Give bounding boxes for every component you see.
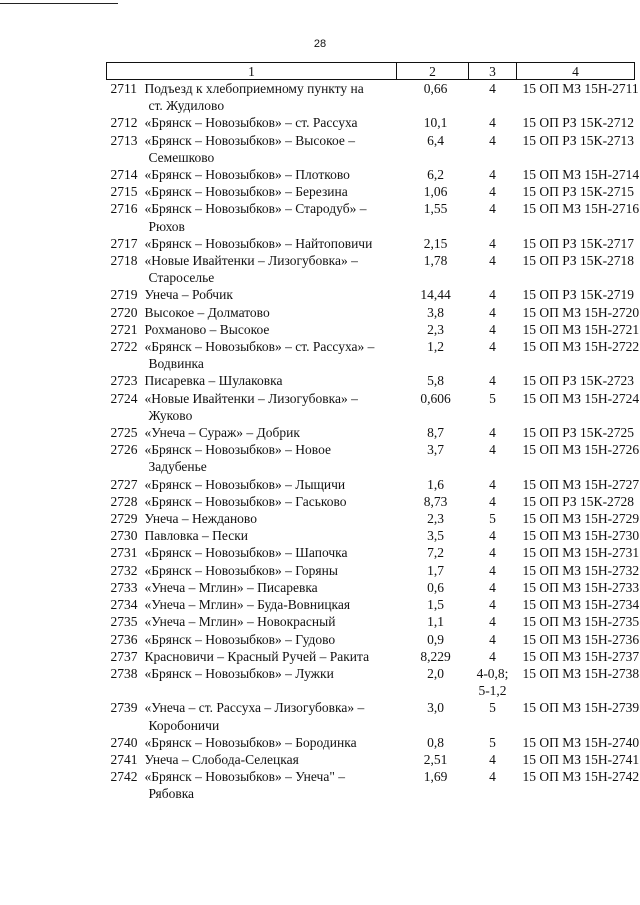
col-header-4: 4 [517, 63, 635, 80]
road-length: 5,8 [427, 373, 444, 389]
road-id-code: 15 ОП РЗ 15К-2712 [522, 115, 635, 131]
road-name-cell [107, 596, 397, 613]
road-name-line: Высокое – Долматово [144, 304, 270, 320]
road-category-cell [469, 631, 517, 648]
road-length: 2,3 [427, 511, 444, 527]
road-id-code: 15 ОП РЗ 15К-2719 [522, 287, 635, 303]
table-row [107, 527, 635, 544]
table-row [107, 699, 635, 733]
road-number: 2731 [110, 545, 138, 561]
road-category: 4 [489, 631, 496, 647]
road-name-cell [107, 390, 397, 424]
road-category-cell [469, 183, 517, 200]
road-name-line: Рябовка [148, 786, 195, 802]
table-row [107, 114, 635, 131]
road-number: 2738 [110, 665, 138, 681]
road-name-line: «Унеча – Мглин» – Новокрасный [144, 614, 336, 630]
road-category: 4 [489, 132, 496, 148]
road-name-line: «Новые Ивайтенки – Лизогубовка» – [144, 253, 358, 269]
table-row [107, 424, 635, 441]
road-name-line: Унеча – Слобода-Селецкая [144, 751, 299, 767]
road-name-line: «Брянск – Новозыбков» – Высокое – [144, 132, 356, 148]
table-row [107, 200, 635, 234]
road-id-code: 15 ОП МЗ 15Н-2721 [522, 321, 640, 337]
road-length: 1,1 [427, 614, 444, 630]
road-category: 5-1,2 [478, 683, 507, 699]
road-length: 1,5 [427, 597, 444, 613]
road-category: 4 [489, 751, 496, 767]
road-name-line: «Брянск – Новозыбков» – Гаськово [144, 493, 347, 509]
table-row [107, 441, 635, 475]
road-name-line: «Брянск – Новозыбков» – Гудово [144, 631, 336, 647]
road-name-cell [107, 424, 397, 441]
table-row [107, 252, 635, 286]
road-category-cell [469, 252, 517, 286]
road-length: 14,44 [420, 287, 451, 303]
road-id-code: 15 ОП МЗ 15Н-2741 [522, 751, 640, 767]
road-number: 2729 [110, 511, 138, 527]
road-length: 3,7 [427, 442, 444, 458]
header-rule [0, 3, 118, 4]
road-category: 5 [489, 734, 496, 750]
road-number: 2728 [110, 493, 138, 509]
road-name-line: Унеча – Робчик [144, 287, 233, 303]
road-length: 1,78 [423, 253, 448, 269]
road-category: 4 [489, 373, 496, 389]
road-name-cell [107, 304, 397, 321]
road-name-line: «Брянск – Новозыбков» – Шапочка [144, 545, 348, 561]
road-category-cell [469, 493, 517, 510]
road-id-code: 15 ОП МЗ 15Н-2737 [522, 648, 640, 664]
road-number: 2718 [110, 253, 138, 269]
road-length: 0,606 [420, 390, 451, 406]
road-name-line: «Брянск – Новозыбков» – Стародуб» – [144, 201, 367, 217]
col-header-1: 1 [107, 63, 397, 80]
table-row [107, 631, 635, 648]
table-header [107, 63, 635, 80]
road-name-line: «Брянск – Новозыбков» – ст. Рассуха [144, 115, 358, 131]
road-name-cell [107, 132, 397, 166]
road-id-code: 15 ОП РЗ 15К-2725 [522, 425, 635, 441]
road-id-code: 15 ОП МЗ 15Н-2734 [522, 597, 640, 613]
road-id-code: 15 ОП МЗ 15Н-2714 [522, 167, 640, 183]
table-row [107, 321, 635, 338]
road-category: 4 [489, 115, 496, 131]
road-id-code: 15 ОП МЗ 15Н-2711 [522, 81, 639, 96]
road-id-code: 15 ОП МЗ 15Н-2724 [522, 390, 640, 406]
road-name-cell [107, 579, 397, 596]
road-length: 2,0 [427, 665, 444, 681]
road-number: 2727 [110, 476, 138, 492]
road-name-line: «Брянск – Новозыбков» – Лыщичи [144, 476, 346, 492]
road-number: 2719 [110, 287, 138, 303]
road-category: 4 [489, 287, 496, 303]
road-number: 2730 [110, 528, 138, 544]
road-name-cell [107, 80, 397, 115]
table-row [107, 132, 635, 166]
road-name-cell [107, 768, 397, 802]
road-length: 0,66 [423, 81, 448, 96]
road-length: 1,55 [423, 201, 448, 217]
road-number: 2742 [110, 769, 138, 785]
road-category: 4 [489, 545, 496, 561]
road-length: 7,2 [427, 545, 444, 561]
road-name-line: Водвинка [148, 356, 204, 372]
road-name-cell [107, 544, 397, 561]
road-number: 2735 [110, 614, 138, 630]
road-category-cell [469, 579, 517, 596]
road-name-cell [107, 183, 397, 200]
road-id-code: 15 ОП МЗ 15Н-2716 [522, 201, 640, 217]
road-category-cell [469, 648, 517, 665]
road-category-cell [469, 80, 517, 115]
table-row [107, 80, 635, 115]
road-name-cell [107, 166, 397, 183]
road-category-cell [469, 390, 517, 424]
road-name-cell [107, 200, 397, 234]
road-category: 4 [489, 201, 496, 217]
road-name-line: «Брянск – Новозыбков» – Плотково [144, 167, 350, 183]
table-row [107, 476, 635, 493]
table-row [107, 510, 635, 527]
road-name-cell [107, 648, 397, 665]
road-length: 1,69 [423, 769, 448, 785]
road-category: 4 [489, 493, 496, 509]
road-category-cell [469, 768, 517, 802]
road-id-code: 15 ОП МЗ 15Н-2736 [522, 631, 640, 647]
road-id-code: 15 ОП РЗ 15К-2718 [522, 253, 635, 269]
road-category-cell [469, 562, 517, 579]
table-row [107, 596, 635, 613]
road-id-code: 15 ОП МЗ 15Н-2722 [522, 339, 640, 355]
road-name-line: Красновичи – Красный Ручей – Ракита [144, 648, 370, 664]
road-category-cell [469, 132, 517, 166]
table-row [107, 648, 635, 665]
road-name-cell [107, 751, 397, 768]
road-id-code: 15 ОП РЗ 15К-2715 [522, 184, 635, 200]
road-name-line: Коробоничи [148, 717, 220, 733]
road-name-cell [107, 235, 397, 252]
road-number: 2721 [110, 321, 138, 337]
road-category-cell [469, 372, 517, 389]
table-row [107, 562, 635, 579]
road-category-cell [469, 665, 517, 699]
road-id-code: 15 ОП МЗ 15Н-2735 [522, 614, 640, 630]
road-number: 2712 [110, 115, 138, 131]
header-row [107, 63, 635, 80]
road-length: 10,1 [423, 115, 448, 131]
road-category: 4 [489, 614, 496, 630]
road-category-cell [469, 476, 517, 493]
page-number: 28 [313, 38, 327, 50]
road-id-code: 15 ОП МЗ 15Н-2731 [522, 545, 640, 561]
road-category-cell [469, 235, 517, 252]
road-name-line: «Унеча – Мглин» – Писаревка [144, 579, 318, 595]
road-number: 2724 [110, 390, 138, 406]
road-length: 3,0 [427, 700, 444, 716]
road-name-line: Павловка – Пески [144, 528, 248, 544]
road-category-cell [469, 338, 517, 372]
road-category-cell [469, 613, 517, 630]
road-length: 3,8 [427, 304, 444, 320]
table-row [107, 768, 635, 802]
road-name-cell [107, 338, 397, 372]
road-name-line: Писаревка – Шулаковка [144, 373, 283, 389]
road-number: 2737 [110, 648, 138, 664]
road-length: 0,6 [427, 579, 444, 595]
road-name-line: «Брянск – Новозыбков» – Бородинка [144, 734, 357, 750]
road-id-code: 15 ОП МЗ 15Н-2727 [522, 476, 640, 492]
road-id-code: 15 ОП МЗ 15Н-2732 [522, 562, 640, 578]
road-length: 6,4 [427, 132, 444, 148]
table-row [107, 751, 635, 768]
road-name-line: «Унеча – ст. Рассуха – Лизогубовка» – [144, 700, 365, 716]
road-length: 1,6 [427, 476, 444, 492]
road-length: 2,15 [423, 235, 448, 251]
table-row [107, 235, 635, 252]
road-category-cell [469, 734, 517, 751]
road-name-line: «Брянск – Новозыбков» – Унеча" – [144, 769, 345, 785]
road-category: 4 [489, 597, 496, 613]
road-name-cell [107, 114, 397, 131]
road-category-cell [469, 596, 517, 613]
road-name-line: Рохманово – Высокое [144, 321, 270, 337]
road-name-line: ст. Жудилово [148, 98, 225, 114]
road-id-code: 15 ОП РЗ 15К-2728 [522, 493, 635, 509]
road-id-code: 15 ОП МЗ 15Н-2720 [522, 304, 640, 320]
road-category: 4 [489, 425, 496, 441]
road-id-code: 15 ОП МЗ 15Н-2739 [522, 700, 640, 716]
road-category: 4 [489, 528, 496, 544]
road-number: 2725 [110, 425, 138, 441]
road-name-cell [107, 372, 397, 389]
road-id-code: 15 ОП МЗ 15Н-2730 [522, 528, 640, 544]
road-category-cell [469, 699, 517, 733]
road-category: 4 [489, 476, 496, 492]
road-category: 4 [489, 562, 496, 578]
road-number: 2741 [110, 751, 138, 767]
road-name-line: «Брянск – Новозыбков» – Найтоповичи [144, 235, 373, 251]
road-category: 4 [489, 321, 496, 337]
road-name-line: Семешково [148, 149, 215, 165]
road-length: 1,7 [427, 562, 444, 578]
road-id-code: 15 ОП МЗ 15Н-2738 [522, 665, 640, 681]
road-length: 6,2 [427, 167, 444, 183]
road-category: 4 [489, 167, 496, 183]
road-name-cell [107, 510, 397, 527]
road-name-cell [107, 699, 397, 733]
road-category: 5 [489, 390, 496, 406]
road-name-line: Рюхов [148, 218, 185, 234]
road-category-cell [469, 424, 517, 441]
table-row [107, 665, 635, 699]
road-number: 2732 [110, 562, 138, 578]
road-length: 1,06 [423, 184, 448, 200]
road-category-cell [469, 751, 517, 768]
road-id-code: 15 ОП МЗ 15Н-2733 [522, 579, 640, 595]
road-name-line: «Унеча – Мглин» – Буда-Вовницкая [144, 597, 351, 613]
road-category: 4 [489, 253, 496, 269]
road-id-code: 15 ОП РЗ 15К-2723 [522, 373, 635, 389]
road-length: 8,229 [420, 648, 451, 664]
table-row [107, 390, 635, 424]
road-category: 5 [489, 511, 496, 527]
road-number: 2714 [110, 167, 138, 183]
col-header-2: 2 [397, 63, 469, 80]
road-category-cell [469, 510, 517, 527]
road-name-line: «Брянск – Новозыбков» – ст. Рассуха» – [144, 339, 375, 355]
road-number: 2734 [110, 597, 138, 613]
road-category-cell [469, 441, 517, 475]
road-name-cell [107, 665, 397, 699]
road-number: 2717 [110, 235, 138, 251]
road-category: 4 [489, 579, 496, 595]
road-name-cell [107, 527, 397, 544]
road-number: 2722 [110, 339, 138, 355]
road-name-line: Подъезд к хлебоприемному пункту на [144, 81, 364, 96]
road-length: 8,73 [423, 493, 448, 509]
road-name-cell [107, 631, 397, 648]
road-id-code: 15 ОП МЗ 15Н-2742 [522, 769, 640, 785]
road-number: 2723 [110, 373, 138, 389]
road-category: 4 [489, 442, 496, 458]
road-name-cell [107, 734, 397, 751]
road-category: 4 [489, 648, 496, 664]
table-row [107, 734, 635, 751]
road-category-cell [469, 200, 517, 234]
road-name-cell [107, 252, 397, 286]
table-row [107, 304, 635, 321]
road-number: 2740 [110, 734, 138, 750]
road-number: 2713 [110, 132, 138, 148]
road-id-code: 15 ОП МЗ 15Н-2726 [522, 442, 640, 458]
road-category: 4 [489, 81, 496, 96]
road-length: 0,9 [427, 631, 444, 647]
road-name-line: «Брянск – Новозыбков» – Горяны [144, 562, 338, 578]
road-category-cell [469, 286, 517, 303]
road-name-line: Жуково [148, 407, 193, 423]
road-id-code: 15 ОП РЗ 15К-2717 [522, 235, 635, 251]
road-name-cell [107, 286, 397, 303]
road-length: 0,8 [427, 734, 444, 750]
table-row [107, 544, 635, 561]
road-name-cell [107, 441, 397, 475]
road-name-line: «Брянск – Новозыбков» – Новое [144, 442, 331, 458]
table-row [107, 338, 635, 372]
road-number: 2726 [110, 442, 138, 458]
road-number: 2720 [110, 304, 138, 320]
road-number: 2739 [110, 700, 138, 716]
road-id-code: 15 ОП МЗ 15Н-2740 [522, 734, 640, 750]
road-length: 8,7 [427, 425, 444, 441]
road-name-line: «Брянск – Новозыбков» – Лужки [144, 665, 334, 681]
table-row [107, 613, 635, 630]
road-category: 4 [489, 304, 496, 320]
road-number: 2715 [110, 184, 138, 200]
table-row [107, 183, 635, 200]
road-name-line: «Брянск – Новозыбков» – Березина [144, 184, 348, 200]
road-category-cell [469, 114, 517, 131]
road-name-line: Задубенье [148, 459, 207, 475]
road-name-line: «Унеча – Сураж» – Добрик [144, 425, 300, 441]
road-category: 5 [489, 700, 496, 716]
road-number: 2711 [110, 81, 137, 96]
road-id-code: 15 ОП РЗ 15К-2713 [522, 132, 635, 148]
road-number: 2736 [110, 631, 138, 647]
road-name-cell [107, 476, 397, 493]
road-name-line: «Новые Ивайтенки – Лизогубовка» – [144, 390, 358, 406]
table-row [107, 493, 635, 510]
road-id-code: 15 ОП МЗ 15Н-2729 [522, 511, 640, 527]
road-name-cell [107, 562, 397, 579]
road-length: 3,5 [427, 528, 444, 544]
road-category-cell [469, 304, 517, 321]
road-category: 4 [489, 235, 496, 251]
col-header-3: 3 [469, 63, 517, 80]
road-length: 2,51 [423, 751, 448, 767]
road-name-line: Старосельe [148, 270, 215, 286]
table-row [107, 579, 635, 596]
road-category-cell [469, 544, 517, 561]
road-category: 4 [489, 339, 496, 355]
road-number: 2716 [110, 201, 138, 217]
road-name-line: Унеча – Нежданово [144, 511, 257, 527]
road-category: 4 [489, 184, 496, 200]
road-name-cell [107, 493, 397, 510]
table-row [107, 166, 635, 183]
table-row [107, 372, 635, 389]
road-category: 4 [489, 769, 496, 785]
road-name-cell [107, 613, 397, 630]
road-length: 1,2 [427, 339, 444, 355]
road-length: 2,3 [427, 321, 444, 337]
table-row [107, 286, 635, 303]
table-body [107, 80, 640, 803]
road-category: 4-0,8; [476, 665, 509, 681]
road-category-cell [469, 527, 517, 544]
road-category-cell [469, 166, 517, 183]
road-category-cell [469, 321, 517, 338]
roads-table [106, 62, 640, 803]
road-number: 2733 [110, 579, 138, 595]
road-name-cell [107, 321, 397, 338]
